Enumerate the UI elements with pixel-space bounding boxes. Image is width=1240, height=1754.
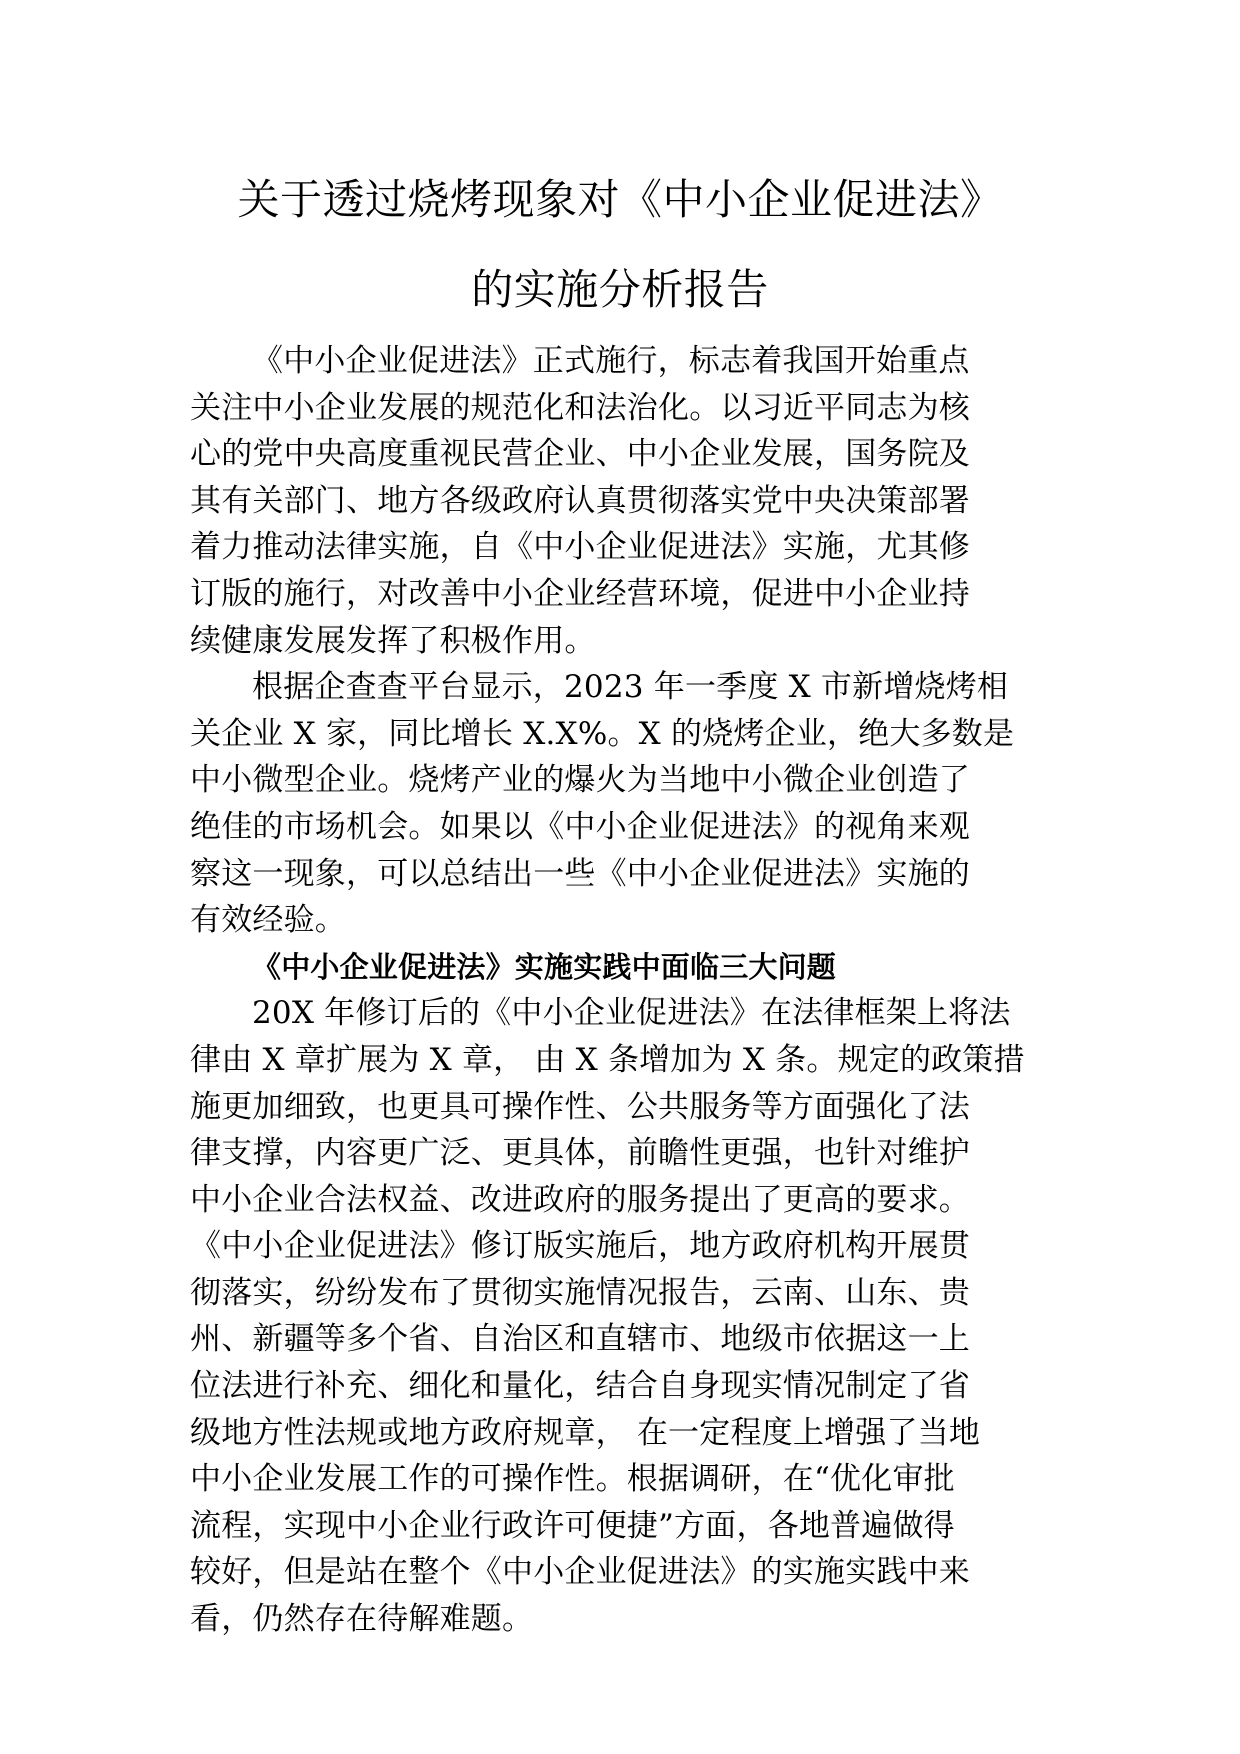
document-title-line-2: 的实施分析报告 — [471, 265, 769, 314]
paragraph-2-line: 中小微型企业。烧烤产业的爆火为当地中小微企业创造了 — [190, 762, 970, 799]
document-body — [190, 338, 1058, 1643]
section-heading: 《中小企业促进法》实施实践中面临三大问题 — [252, 949, 837, 984]
paragraph-1-line: 《中小企业促进法》正式施行，标志着我国开始重点 — [252, 343, 970, 379]
paragraph-3-line: 看，仍然存在待解难题。 — [190, 1601, 534, 1638]
paragraph-3-line: 较好，但是站在整个《中小企业促进法》的实施实践中来 — [190, 1554, 970, 1591]
paragraph-3-line: 级地方性法规或地方政府规章， 在一定程度上增强了当地 — [190, 1414, 981, 1451]
paragraph-2-line: 有效经验。 — [190, 902, 346, 939]
paragraph-1-line: 续健康发展发挥了积极作用。 — [190, 622, 596, 659]
paragraph-1-line: 关注中小企业发展的规范化和法治化。以习近平同志为核 — [190, 389, 970, 426]
paragraph-3-line: 位法进行补充、细化和量化，结合自身现实情况制定了省 — [190, 1368, 970, 1405]
paragraph-2-line: 关企业 X 家，同比增长 X.X%。X 的烧烤企业，绝大多数是 — [190, 715, 1015, 752]
document-title-line-1: 关于透过烧烤现象对《中小企业促进法》 — [237, 175, 1003, 224]
paragraph-1-line: 其有关部门、地方各级政府认真贯彻落实党中央决策部署 — [190, 482, 970, 519]
paragraph-2-line: 察这一现象，可以总结出一些《中小企业促进法》实施的 — [190, 855, 970, 892]
paragraph-3-line: 州、新疆等多个省、自治区和直辖市、地级市依据这一上 — [190, 1321, 970, 1358]
paragraph-3-line: 律支撑，内容更广泛、更具体，前瞻性更强，也针对维护 — [190, 1135, 970, 1172]
paragraph-3-line: 20X 年修订后的《中小企业促进法》在法律框架上将法 — [252, 995, 1011, 1032]
paragraph-3-line: 中小企业发展工作的可操作性。根据调研，在“优化审批 — [190, 1461, 955, 1498]
paragraph-2-line: 绝佳的市场机会。如果以《中小企业促进法》的视角来观 — [190, 808, 970, 845]
paragraph-3-line: 律由 X 章扩展为 X 章， 由 X 条增加为 X 条。规定的政策措 — [190, 1041, 1025, 1078]
paragraph-1-line: 着力推动法律实施，自《中小企业促进法》实施，尤其修 — [190, 529, 970, 566]
paragraph-3-line: 流程，实现中小企业行政许可便捷”方面，各地普遍做得 — [190, 1507, 955, 1544]
paragraph-1-line: 心的党中央高度重视民营企业、中小企业发展，国务院及 — [190, 436, 970, 473]
paragraph-3-line: 中小企业合法权益、改进政府的服务提出了更高的要求。 — [190, 1181, 970, 1218]
paragraph-3-line: 《中小企业促进法》修订版实施后，地方政府机构开展贯 — [190, 1228, 970, 1265]
paragraph-2-line: 根据企查查平台显示，2023 年一季度 X 市新增烧烤相 — [252, 669, 1009, 706]
paragraph-1-line: 订版的施行，对改善中小企业经营环境，促进中小企业持 — [190, 575, 970, 612]
paragraph-3-line: 彻落实，纷纷发布了贯彻实施情况报告，云南、山东、贵 — [190, 1274, 970, 1311]
paragraph-3-line: 施更加细致，也更具可操作性、公共服务等方面强化了法 — [190, 1088, 970, 1125]
